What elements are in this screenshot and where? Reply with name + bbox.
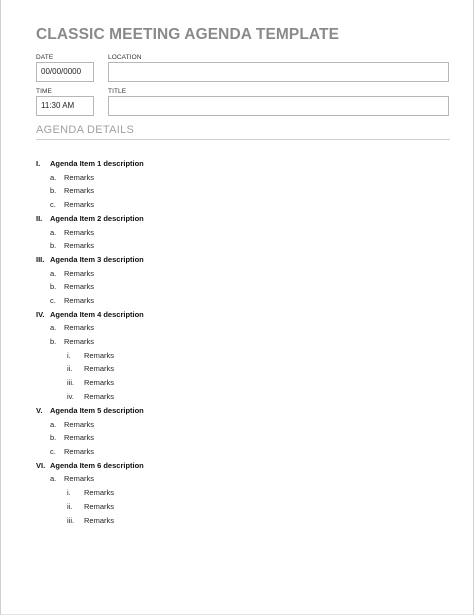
agenda-remark	[1, 488, 474, 498]
agenda-remark	[1, 502, 474, 512]
remark-text: Remarks	[64, 269, 95, 278]
agenda-remark	[1, 420, 474, 430]
list-marker: iii.	[67, 378, 75, 387]
page-title: CLASSIC MEETING AGENDA TEMPLATE	[36, 26, 340, 43]
agenda-remark	[1, 392, 474, 402]
title-field[interactable]	[108, 96, 449, 116]
remark-text: Remarks	[64, 433, 95, 442]
list-marker: IV.	[36, 310, 45, 319]
agenda-remark	[1, 323, 474, 333]
section-divider	[36, 139, 450, 140]
remark-text: Remarks	[84, 488, 115, 497]
list-marker: i.	[67, 351, 71, 360]
list-marker: iii.	[67, 516, 75, 525]
agenda-item	[1, 310, 474, 320]
list-marker: i.	[67, 488, 71, 497]
date-label: DATE	[36, 54, 54, 61]
agenda-remark	[1, 447, 474, 457]
agenda-remark	[1, 241, 474, 251]
remark-text: Remarks	[64, 228, 95, 237]
remark-text: Remarks	[64, 173, 95, 182]
agenda-item	[1, 255, 474, 265]
list-marker: b.	[50, 241, 57, 250]
agenda-remark	[1, 337, 474, 347]
agenda-item-text: Agenda Item 6 description	[50, 461, 144, 470]
list-marker: VI.	[36, 461, 46, 470]
list-marker: III.	[36, 255, 45, 264]
time-field[interactable]: 11:30 AM	[36, 96, 94, 116]
location-label: LOCATION	[108, 54, 142, 61]
list-marker: b.	[50, 282, 57, 291]
list-marker: a.	[50, 228, 57, 237]
agenda-remark	[1, 378, 474, 388]
list-marker: ii.	[67, 502, 73, 511]
agenda-remark	[1, 516, 474, 526]
agenda-remark	[1, 186, 474, 196]
list-marker: b.	[50, 186, 57, 195]
agenda-item-text: Agenda Item 1 description	[50, 159, 144, 168]
agenda-remark	[1, 351, 474, 361]
list-marker: c.	[50, 296, 56, 305]
time-label: TIME	[36, 88, 52, 95]
list-marker: a.	[50, 173, 57, 182]
remark-text: Remarks	[84, 378, 115, 387]
remark-text: Remarks	[84, 502, 115, 511]
remark-text: Remarks	[84, 392, 115, 401]
agenda-remark	[1, 364, 474, 374]
agenda-remark	[1, 228, 474, 238]
list-marker: I.	[36, 159, 41, 168]
section-heading: AGENDA DETAILS	[36, 124, 135, 136]
remark-text: Remarks	[64, 296, 95, 305]
location-field[interactable]	[108, 62, 449, 82]
remark-text: Remarks	[64, 200, 95, 209]
agenda-remark	[1, 474, 474, 484]
list-marker: a.	[50, 420, 57, 429]
remark-text: Remarks	[84, 351, 115, 360]
agenda-remark	[1, 433, 474, 443]
remark-text: Remarks	[64, 474, 95, 483]
remark-text: Remarks	[84, 516, 115, 525]
date-field[interactable]: 00/00/0000	[36, 62, 94, 82]
remark-text: Remarks	[64, 323, 95, 332]
remark-text: Remarks	[64, 241, 95, 250]
agenda-item	[1, 159, 474, 169]
agenda-item	[1, 461, 474, 471]
remark-text: Remarks	[64, 186, 95, 195]
agenda-item-text: Agenda Item 5 description	[50, 406, 144, 415]
list-marker: a.	[50, 323, 57, 332]
list-marker: c.	[50, 447, 56, 456]
list-marker: II.	[36, 214, 43, 223]
agenda-item	[1, 214, 474, 224]
remark-text: Remarks	[64, 282, 95, 291]
agenda-item-text: Agenda Item 4 description	[50, 310, 144, 319]
agenda-item-text: Agenda Item 2 description	[50, 214, 144, 223]
list-marker: ii.	[67, 364, 73, 373]
list-marker: iv.	[67, 392, 74, 401]
remark-text: Remarks	[64, 337, 95, 346]
agenda-remark	[1, 173, 474, 183]
list-marker: c.	[50, 200, 56, 209]
agenda-remark	[1, 296, 474, 306]
remark-text: Remarks	[64, 447, 95, 456]
remark-text: Remarks	[84, 364, 115, 373]
list-marker: a.	[50, 269, 57, 278]
agenda-remark	[1, 269, 474, 279]
agenda-item-text: Agenda Item 3 description	[50, 255, 144, 264]
agenda-item	[1, 406, 474, 416]
list-marker: b.	[50, 337, 57, 346]
agenda-remark	[1, 200, 474, 210]
list-marker: V.	[36, 406, 43, 415]
title-label: TITLE	[108, 88, 127, 95]
list-marker: a.	[50, 474, 57, 483]
remark-text: Remarks	[64, 420, 95, 429]
list-marker: b.	[50, 433, 57, 442]
agenda-remark	[1, 282, 474, 292]
